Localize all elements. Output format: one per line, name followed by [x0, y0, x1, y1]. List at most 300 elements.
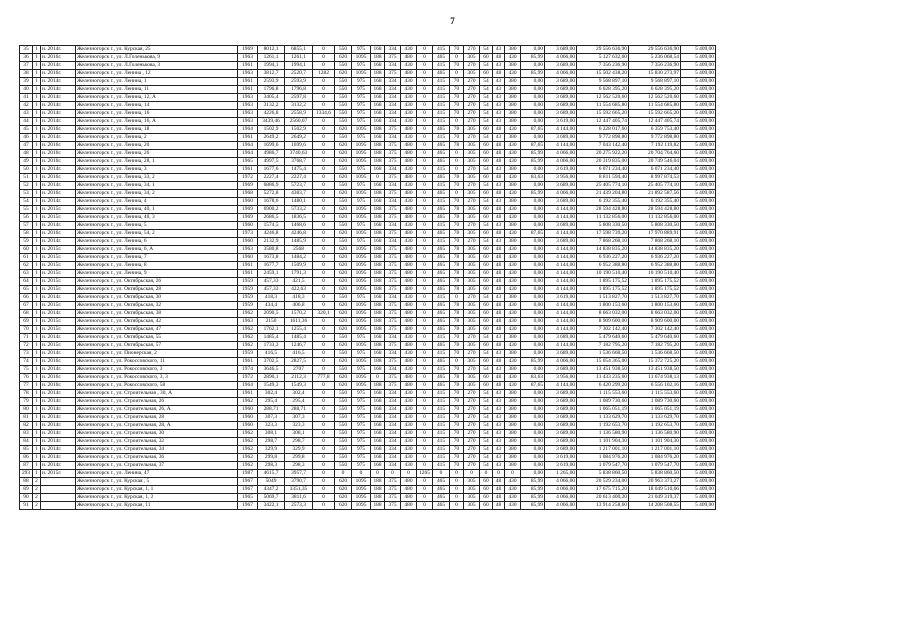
cell-address: Железногорск г., ул. Ленина, 16, А	[76, 118, 238, 126]
cell-cost-other: 430	[505, 158, 521, 166]
cell-cost-electric: 550	[335, 102, 352, 110]
cell-cost-lift: 70	[450, 238, 464, 246]
cell-total-cost-indexed: 1 084 976,20	[629, 454, 681, 462]
cell-cost-hot-water: 334	[385, 430, 401, 438]
cell-residential-area: 2573,3	[285, 502, 313, 510]
cell-category: 1	[33, 358, 41, 366]
cell-cost-sewage: 0	[417, 270, 433, 278]
table-row	[20, 382, 716, 390]
cell-cost-heating: 975	[352, 62, 371, 70]
cell-category: 1	[33, 302, 41, 310]
cell-cost-sewage: 0	[417, 102, 433, 110]
cell-cost-foundation: 54	[480, 198, 493, 206]
cell-cost-heating: 1095	[352, 262, 371, 270]
cell-cost-foundation: 54	[480, 334, 493, 342]
cell-category: 1	[33, 470, 41, 478]
cell-cost-cold-water: 430	[401, 366, 417, 374]
cell-cost-electric: 620	[335, 310, 352, 318]
cell-cost-roof: 465	[433, 310, 450, 318]
cell-cost-sewage: 0	[417, 222, 433, 230]
cell-cost-roof: 465	[433, 382, 450, 390]
cell-cost-sewage: 0	[417, 118, 433, 126]
cell-unit-cost: 4 066,00	[545, 70, 577, 78]
cell-cost-other: 430	[505, 174, 521, 182]
cell-build-year: 1963	[238, 318, 258, 326]
cell-cost-facade: 270	[464, 86, 480, 94]
cell-plan-period: и. 2014г.	[41, 134, 76, 142]
cell-cost-basement: 43	[493, 110, 505, 118]
cell-cost-facade: 270	[464, 238, 480, 246]
cell-cost-cold-water: 480	[401, 70, 417, 78]
cell-cost-gas: 168	[371, 110, 385, 118]
table-row	[20, 326, 716, 334]
cell-cost-roof: 415	[433, 238, 450, 246]
cell-nonresidential-area: 320,1	[313, 310, 335, 318]
cell-total-area: 1574,5	[258, 222, 285, 230]
cell-residential-area: 307,3	[285, 414, 313, 422]
cell-nonresidential-area: 0	[313, 102, 335, 110]
cell-cost-facade: 305	[464, 278, 480, 286]
cell-cost-lift: 78	[450, 286, 464, 294]
cell-unit-cost: 4 144,00	[545, 342, 577, 350]
cell-residential-area: 1475,4	[285, 166, 313, 174]
cell-nonresidential-area: 0	[313, 414, 335, 422]
cell-cost-other: 430	[505, 246, 521, 254]
cell-plan-period: и. 2014г.	[41, 390, 76, 398]
cell-cost-lift: 78	[450, 174, 464, 182]
cell-cost-foundation: 54	[480, 366, 493, 374]
cell-address: Железногорск г., ул. Ленина, 1	[76, 78, 238, 86]
cell-address: Железногорск г., ул. Строительная, 26	[76, 398, 238, 406]
cell-cost-cold-water: 480	[401, 150, 417, 158]
cell-extra-cost: 0,00	[521, 342, 545, 350]
cell-cost-hot-water: 334	[385, 198, 401, 206]
table-row	[20, 190, 716, 198]
cell-cost-basement: 48	[493, 158, 505, 166]
table-row	[20, 182, 716, 190]
cell-build-year: 1969	[238, 46, 258, 54]
cell-row-number: 44	[20, 118, 33, 126]
cell-cost-cold-water: 480	[401, 494, 417, 502]
cell-cost-sewage: 0	[417, 174, 433, 182]
cell-cost-gas: 0	[371, 174, 385, 182]
cell-cost-foundation: 54	[480, 46, 493, 54]
cell-build-year: 1962	[238, 446, 258, 454]
table-row	[20, 246, 716, 254]
cell-build-year: 1963	[238, 110, 258, 118]
cell-cost-facade: 305	[464, 190, 480, 198]
cell-limit-cost: 5 409,00	[681, 390, 716, 398]
cell-cost-other: 430	[505, 126, 521, 134]
cell-total-area: 308,1	[258, 430, 285, 438]
cell-cost-sewage: 0	[417, 382, 433, 390]
cell-cost-basement: 48	[493, 174, 505, 182]
cell-address: Железногорск г., ул. Октябрьская, 26	[76, 278, 238, 286]
cell-residential-area: 418,3	[285, 294, 313, 302]
cell-cost-heating: 1095	[352, 230, 371, 238]
cell-residential-area: 1261,1	[285, 54, 313, 62]
cell-limit-cost: 5 409,00	[681, 54, 716, 62]
cell-nonresidential-area: 0	[313, 198, 335, 206]
cell-cost-cold-water: 480	[401, 302, 417, 310]
cell-cost-roof: 415	[433, 294, 450, 302]
cell-cost-foundation: 54	[480, 406, 493, 414]
cell-category: 1	[33, 390, 41, 398]
cell-total-cost: 20 529 234,00	[577, 478, 629, 486]
cell-residential-area: 323,3	[285, 422, 313, 430]
cell-cost-facade: 270	[464, 198, 480, 206]
cell-cost-lift: 78	[450, 382, 464, 390]
cell-build-year: 1964	[238, 126, 258, 134]
cell-cost-cold-water: 430	[401, 222, 417, 230]
cell-total-cost-indexed: 1 895 175,52	[629, 278, 681, 286]
cell-cost-basement: 48	[493, 342, 505, 350]
cell-cost-lift: 70	[450, 438, 464, 446]
cell-total-cost: 1 065 051,19	[577, 406, 629, 414]
cell-address: Железногорск г., ул. Ленина, 26	[76, 150, 238, 158]
table-row	[20, 254, 716, 262]
cell-category: 1	[33, 350, 41, 358]
cell-limit-cost: 5 409,00	[681, 382, 716, 390]
cell-cost-roof: 415	[433, 390, 450, 398]
cell-cost-gas: 188	[371, 206, 385, 214]
cell-category: 1	[33, 422, 41, 430]
cell-extra-cost: 0,00	[521, 62, 545, 70]
cell-cost-electric: 550	[335, 62, 352, 70]
cell-total-cost-indexed: 1 089 730,60	[629, 398, 681, 406]
cell-row-number: 48	[20, 150, 33, 158]
cell-cost-cold-water: 430	[401, 78, 417, 86]
cell-total-area: 2227,4	[258, 174, 285, 182]
cell-total-cost: 1 895 175,52	[577, 278, 629, 286]
cell-residential-area: 299,8	[285, 454, 313, 462]
table-row	[20, 366, 716, 374]
cell-cost-foundation: 54	[480, 222, 493, 230]
cell-total-cost-indexed: 6 071 234,40	[629, 166, 681, 174]
cell-cost-gas: 168	[371, 134, 385, 142]
cell-cost-electric: 550	[335, 78, 352, 86]
cell-cost-foundation: 54	[480, 438, 493, 446]
cell-limit-cost: 5 409,00	[681, 430, 716, 438]
cell-cost-cold-water: 480	[401, 54, 417, 62]
cell-address: Железногорск г., ул. Ленина, 5	[76, 222, 238, 230]
cell-cost-gas: 188	[371, 286, 385, 294]
cell-cost-basement: 48	[493, 382, 505, 390]
cell-residential-area: 2568	[285, 246, 313, 254]
cell-cost-electric: 620	[335, 126, 352, 134]
cell-cost-cold-water: 480	[401, 374, 417, 382]
cell-total-cost-indexed: 7 868 268,10	[629, 238, 681, 246]
cell-address: Железногорск г., ул. Ленина, 14	[76, 102, 238, 110]
cell-cost-electric: 550	[335, 46, 352, 54]
cell-unit-cost: 4 066,00	[545, 486, 577, 494]
cell-cost-cold-water: 480	[401, 502, 417, 510]
cell-address: Железногорск г., ул. Курская, 11	[76, 502, 238, 510]
cell-plan-period: и. 2015г.	[41, 470, 76, 478]
cell-unit-cost: 4 066,00	[545, 150, 577, 158]
cell-cost-basement: 48	[493, 374, 505, 382]
cell-cost-facade: 305	[464, 382, 480, 390]
cell-category: 2	[33, 502, 41, 510]
cell-cost-hot-water: 375	[385, 374, 401, 382]
cell-cost-hot-water: 375	[385, 158, 401, 166]
cell-residential-area: 1699,6	[285, 142, 313, 150]
cell-cost-cold-water: 480	[401, 142, 417, 150]
cell-cost-gas: 168	[371, 294, 385, 302]
cell-cost-foundation: 54	[480, 118, 493, 126]
cell-plan-period: и. 2016г.	[41, 190, 76, 198]
cell-limit-cost: 5 409,00	[681, 462, 716, 470]
cell-plan-period: и. 2014г.	[41, 462, 76, 470]
cell-cost-cold-water: 480	[401, 254, 417, 262]
cell-plan-period: и. 2014г.	[41, 334, 76, 342]
cell-build-year: 1961	[238, 262, 258, 270]
cell-residential-area: 2593,9	[285, 78, 313, 86]
cell-residential-area: 4246,8	[285, 230, 313, 238]
cell-nonresidential-area: 0	[313, 398, 335, 406]
cell-category: 1	[33, 174, 41, 182]
table-row	[20, 174, 716, 182]
cell-cost-lift: 78	[450, 342, 464, 350]
cell-residential-area: 1485,4	[285, 334, 313, 342]
cell-nonresidential-area: 0	[313, 46, 335, 54]
cell-cost-lift: 70	[450, 454, 464, 462]
cell-total-cost: 6 192 355,40	[577, 198, 629, 206]
cell-total-area: 2686,5	[258, 214, 285, 222]
cell-address: Железногорск г., ул. Октябрьская, 42	[76, 318, 238, 326]
cell-address: Железногорск г., ул. Октябрьская, 30	[76, 294, 238, 302]
cell-residential-area: 2827,5	[285, 358, 313, 366]
cell-cost-basement: 43	[493, 78, 505, 86]
cell-limit-cost: 5 409,00	[681, 342, 716, 350]
cell-total-area: 457,33	[258, 286, 285, 294]
cell-build-year: 1961	[238, 134, 258, 142]
cell-total-cost-indexed: 21 892 587,56	[629, 190, 681, 198]
cell-cost-facade: 270	[464, 390, 480, 398]
cell-nonresidential-area: 0	[313, 302, 335, 310]
cell-address: Железногорск г., ул. Ленина, 18	[76, 126, 238, 134]
cell-cost-heating: 975	[352, 350, 371, 358]
cell-cost-cold-water: 480	[401, 486, 417, 494]
table-row	[20, 238, 716, 246]
cell-cost-electric: 620	[335, 262, 352, 270]
cell-cost-roof: 465	[433, 142, 450, 150]
cell-cost-electric: 620	[335, 206, 352, 214]
cell-cost-facade: 305	[464, 70, 480, 78]
cell-cost-heating: 1095	[352, 214, 371, 222]
cell-total-cost: 5 479 640,60	[577, 334, 629, 342]
cell-build-year: 1962	[238, 398, 258, 406]
cell-address: Железногорск г., ул. Октябрьская, 47	[76, 326, 238, 334]
cell-extra-cost: 85,99	[521, 358, 545, 366]
cell-cost-roof: 415	[433, 46, 450, 54]
cell-category: 1	[33, 462, 41, 470]
cell-row-number: 85	[20, 446, 33, 454]
cell-cost-hot-water: 334	[385, 94, 401, 102]
cell-cost-cold-water: 430	[401, 350, 417, 358]
cell-total-cost: 15 054 365,00	[577, 358, 629, 366]
cell-cost-basement: 0	[493, 470, 505, 478]
cell-total-cost: 6 071 234,40	[577, 166, 629, 174]
cell-residential-area: 1485,9	[285, 238, 313, 246]
cell-row-number: 40	[20, 86, 33, 94]
cell-cost-roof: 415	[433, 406, 450, 414]
cell-cost-sewage: 1265	[417, 470, 433, 478]
cell-nonresidential-area: 0	[313, 422, 335, 430]
cell-extra-cost: 85,99	[521, 158, 545, 166]
cell-total-cost-indexed: 7 182 795,20	[629, 342, 681, 350]
table-row	[20, 118, 716, 126]
cell-unit-cost: 4 066,00	[545, 190, 577, 198]
cell-limit-cost: 5 409,00	[681, 94, 716, 102]
cell-cost-other: 380	[505, 414, 521, 422]
cell-nonresidential-area: 0	[313, 390, 335, 398]
cell-cost-electric: 550	[335, 430, 352, 438]
cell-cost-gas: 168	[371, 166, 385, 174]
cell-total-area: 4226,8	[258, 110, 285, 118]
cell-plan-period: и. 2014г.	[41, 238, 76, 246]
cell-cost-other: 430	[505, 70, 521, 78]
cell-extra-cost: 0,00	[521, 366, 545, 374]
cell-cost-electric: 550	[335, 86, 352, 94]
cell-cost-roof: 465	[433, 174, 450, 182]
cell-extra-cost: 0,00	[521, 102, 545, 110]
cell-plan-period: и. 2014г.	[41, 222, 76, 230]
cell-total-cost: 13 451 938,50	[577, 366, 629, 374]
cell-nonresidential-area: 1282	[313, 70, 335, 78]
cell-cost-hot-water: 375	[385, 70, 401, 78]
cell-cost-sewage: 0	[417, 422, 433, 430]
cell-total-area: 6886,9	[258, 182, 285, 190]
cell-cost-electric: 620	[335, 214, 352, 222]
cell-plan-period: и. 2015г.	[41, 206, 76, 214]
cell-unit-cost: 4 144,00	[545, 254, 577, 262]
cell-cost-roof: 465	[433, 374, 450, 382]
cell-cost-roof: 465	[433, 286, 450, 294]
cell-build-year: 1961	[238, 78, 258, 86]
cell-cost-electric: 620	[335, 54, 352, 62]
cell-plan-period: и. 2014г.	[41, 454, 76, 462]
cell-total-cost-indexed: 12 447 405,74	[629, 118, 681, 126]
cell-limit-cost: 5 409,00	[681, 486, 716, 494]
cell-limit-cost: 5 409,00	[681, 438, 716, 446]
cell-cost-cold-water: 480	[401, 318, 417, 326]
cell-total-cost-indexed: 1 536 668,50	[629, 350, 681, 358]
cell-unit-cost: 3 689,00	[545, 102, 577, 110]
cell-cost-gas: 168	[371, 438, 385, 446]
cell-nonresidential-area: 0	[313, 286, 335, 294]
cell-cost-basement: 48	[493, 254, 505, 262]
cell-limit-cost: 5 409,00	[681, 110, 716, 118]
cell-cost-foundation: 54	[480, 134, 493, 142]
cell-build-year: 1963	[238, 94, 258, 102]
cell-cost-cold-water: 480	[401, 174, 417, 182]
cell-nonresidential-area: 0	[313, 470, 335, 478]
cell-residential-area: 2649,2	[285, 134, 313, 142]
cell-total-cost-indexed: 1 115 553,60	[629, 390, 681, 398]
cell-cost-heating: 1095	[352, 318, 371, 326]
cell-extra-cost: 0,00	[521, 350, 545, 358]
cell-row-number: 78	[20, 390, 33, 398]
cell-total-area: 307,3	[258, 414, 285, 422]
cell-build-year: 1969	[238, 206, 258, 214]
cell-cost-gas: 168	[371, 462, 385, 470]
cell-total-area: 1673,8	[258, 254, 285, 262]
cell-address: Железногорск г., ул. Ленина, 4	[76, 198, 238, 206]
cell-plan-period: и. 2015г.	[41, 254, 76, 262]
cell-cost-electric: 550	[335, 334, 352, 342]
cell-row-number: 68	[20, 310, 33, 318]
cell-cost-facade: 305	[464, 158, 480, 166]
cell-unit-cost: 3 689,00	[545, 366, 577, 374]
cell-cost-facade: 270	[464, 462, 480, 470]
cell-total-cost-indexed: 5 236 068,54	[629, 54, 681, 62]
cell-plan-period: и. 2016г.	[41, 158, 76, 166]
cell-cost-hot-water: 334	[385, 422, 401, 430]
cell-nonresidential-area: 0	[313, 246, 335, 254]
cell-address: Железногорск г., ул. Л.Голенькова, 9	[76, 54, 238, 62]
cell-total-cost: 1 513 827,70	[577, 294, 629, 302]
cell-cost-roof: 415	[433, 118, 450, 126]
cell-total-cost: 17 598 739,20	[577, 230, 629, 238]
cell-plan-period: и. 2014г.	[41, 366, 76, 374]
table-row	[20, 142, 716, 150]
cell-cost-hot-water: 334	[385, 366, 401, 374]
cell-build-year: 1963	[238, 102, 258, 110]
cell-cost-hot-water: 334	[385, 118, 401, 126]
cell-cost-cold-water: 430	[401, 414, 417, 422]
cell-build-year: 1967	[238, 502, 258, 510]
cell-cost-gas: 168	[371, 238, 385, 246]
cell-cost-other: 380	[505, 222, 521, 230]
cell-total-cost: 29 556 636,90	[577, 46, 629, 54]
cell-cost-foundation: 54	[480, 238, 493, 246]
cell-cost-hot-water: 334	[385, 438, 401, 446]
cell-cost-other: 430	[505, 230, 521, 238]
cell-limit-cost: 5 409,00	[681, 350, 716, 358]
cell-cost-gas: 188	[371, 262, 385, 270]
cell-address: Железногорск г., ул. Ленина, 16	[76, 110, 238, 118]
cell-cost-foundation: 60	[480, 254, 493, 262]
cell-total-area: 2890,1	[258, 374, 285, 382]
cell-cost-roof: 465	[433, 206, 450, 214]
cell-cost-lift: 78	[450, 310, 464, 318]
cell-cost-heating: 975	[352, 166, 371, 174]
cell-extra-cost: 85,99	[521, 486, 545, 494]
cell-cost-hot-water: 334	[385, 398, 401, 406]
cell-cost-basement: 43	[493, 438, 505, 446]
cell-row-number: 35	[20, 46, 33, 54]
cell-category: 1	[33, 78, 41, 86]
cell-cost-sewage: 0	[417, 350, 433, 358]
cell-cost-foundation: 60	[480, 190, 493, 198]
cell-row-number: 41	[20, 94, 33, 102]
cell-total-cost: 12 447 405,74	[577, 118, 629, 126]
cell-cost-facade: 270	[464, 102, 480, 110]
cell-limit-cost: 5 409,00	[681, 366, 716, 374]
cell-cost-hot-water: 375	[385, 358, 401, 366]
cell-total-area: 5069,7	[258, 494, 285, 502]
table-row	[20, 398, 716, 406]
cell-cost-roof: 465	[433, 302, 450, 310]
cell-cost-basement: 43	[493, 430, 505, 438]
cell-limit-cost: 5 409,00	[681, 278, 716, 286]
cell-category: 1	[33, 438, 41, 446]
cell-cost-basement: 43	[493, 294, 505, 302]
cell-cost-hot-water: 334	[385, 350, 401, 358]
cell-cost-cold-water: 430	[401, 134, 417, 142]
cell-plan-period: и. 2016г.	[41, 150, 76, 158]
